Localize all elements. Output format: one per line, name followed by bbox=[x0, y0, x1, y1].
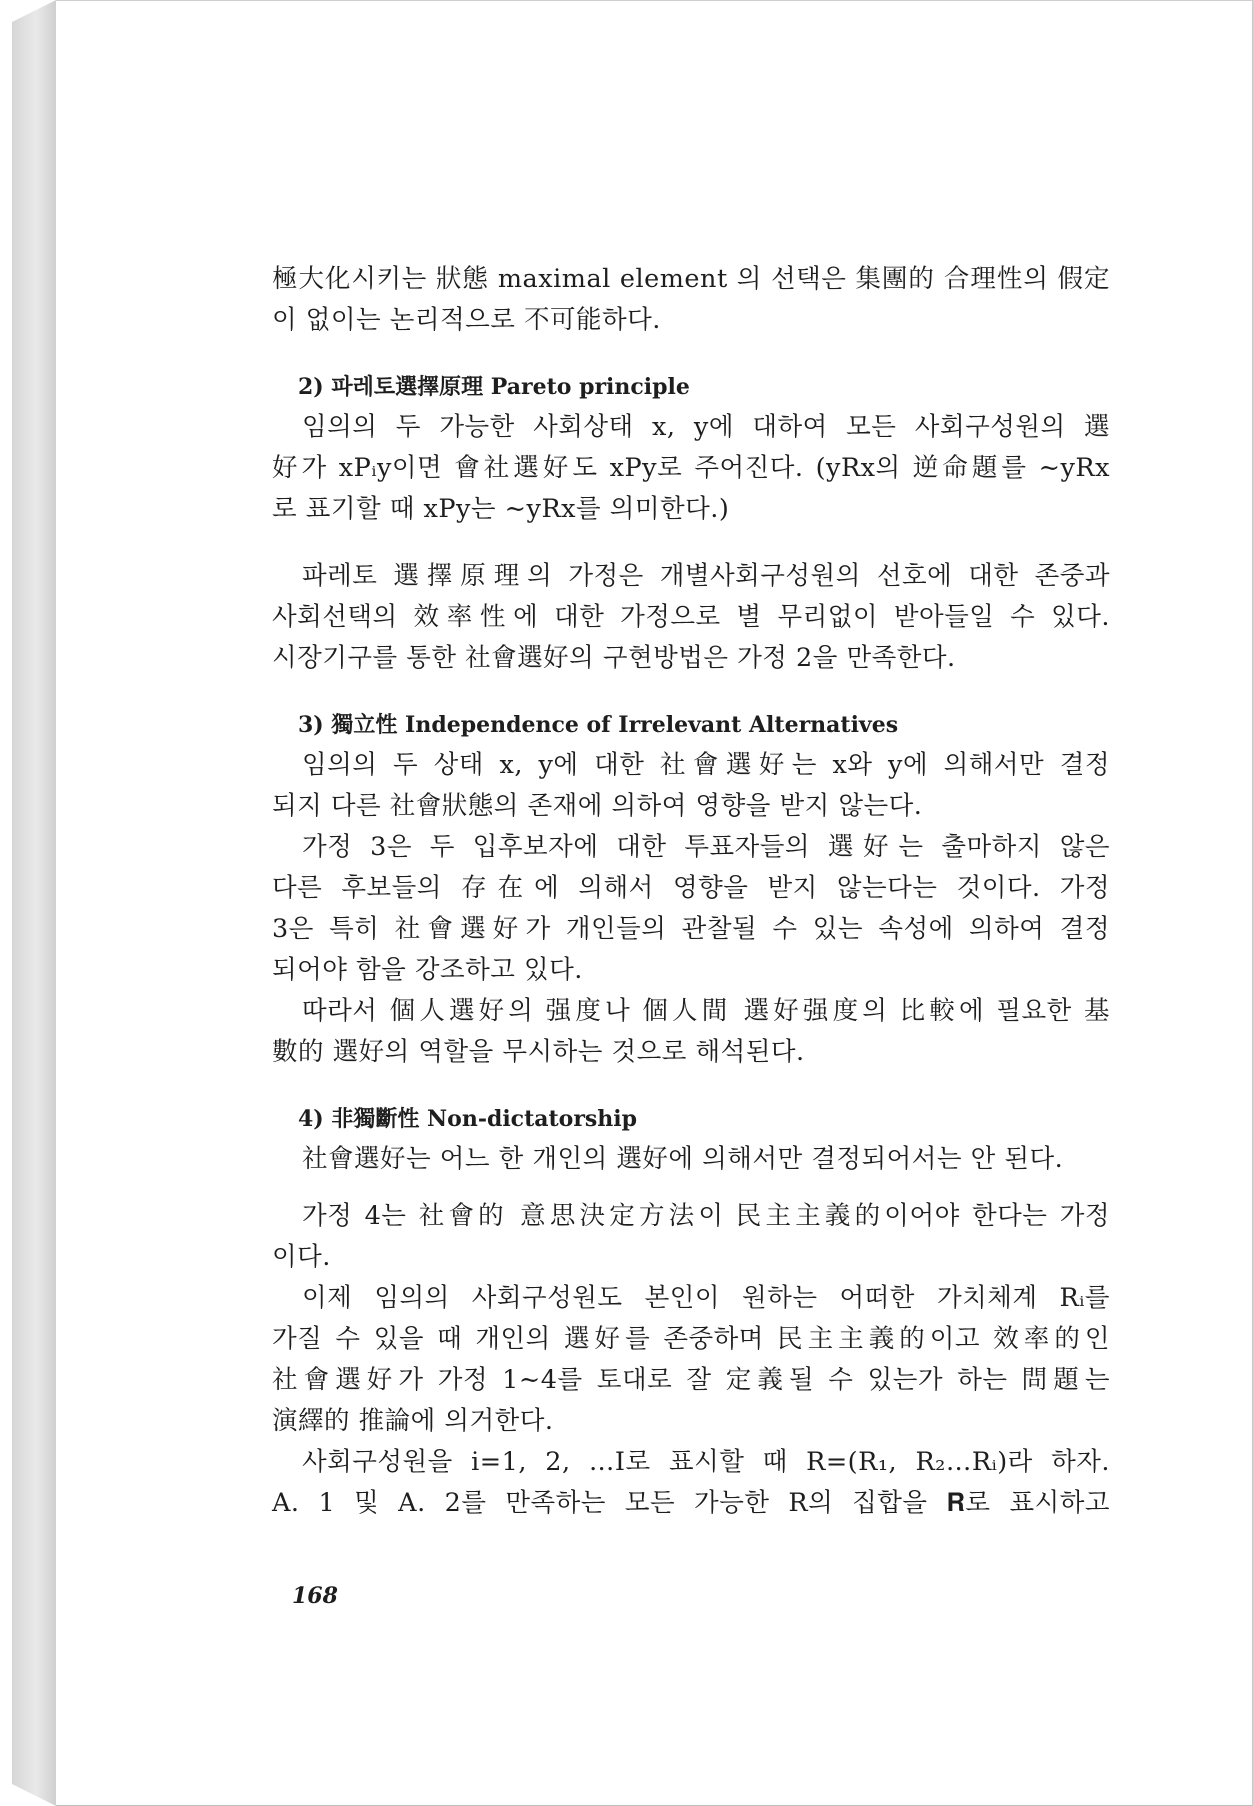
independence-definition-line: 임의의 두 상태 x, y에 대한 社會選好는 x와 y에 의해서만 결정 bbox=[302, 750, 1110, 780]
pareto-explanation-line: 시장기구를 통한 社會選好의 구현방법은 가정 2을 만족한다. bbox=[272, 643, 956, 673]
non-dictatorship-explanation-line: 이다. bbox=[272, 1242, 331, 1272]
independence-definition-line: 되지 다른 社會狀態의 존재에 의하여 영향을 받지 않는다. bbox=[272, 791, 923, 821]
non-dictatorship-explanation-line: 가정 4는 社會的 意思決定方法이 民主主義的이어야 한다는 가정 bbox=[302, 1201, 1110, 1231]
paragraph-line: 演繹的 推論에 의거한다. bbox=[272, 1406, 554, 1436]
intro-line: 極大化시키는 狀態 maximal element 의 선택은 集團的 合理性의 假定 bbox=[272, 264, 1110, 294]
section-heading-independence: 3) 獨立性 Independence of Irrelevant Alternatives bbox=[298, 712, 899, 738]
independence-explanation-line: 다른 후보들의 存在에 의해서 영향을 받지 않는다는 것이다. 가정 bbox=[272, 873, 1110, 903]
pareto-explanation-line: 사회선택의 效率性에 대한 가정으로 별 무리없이 받아들일 수 있다. bbox=[272, 602, 1110, 632]
section-heading-pareto: 2) 파레토選擇原理 Pareto principle bbox=[298, 374, 690, 400]
page-number: 168 bbox=[292, 1583, 338, 1609]
independence-explanation-line: 數的 選好의 역할을 무시하는 것으로 해석된다. bbox=[272, 1037, 805, 1067]
page-text bbox=[272, 259, 1110, 1524]
independence-explanation-line: 3은 특히 社會選好가 개인들의 관찰될 수 있는 속성에 의하여 결정 bbox=[272, 914, 1110, 944]
pareto-explanation-line: 파레토 選擇原理의 가정은 개별사회구성원의 선호에 대한 존중과 bbox=[302, 561, 1110, 591]
independence-explanation-line: 따라서 個人選好의 强度나 個人間 選好强度의 比較에 필요한 基 bbox=[302, 996, 1110, 1026]
independence-explanation-line: 가정 3은 두 입후보자에 대한 투표자들의 選好는 출마하지 않은 bbox=[302, 832, 1110, 862]
non-dictatorship-definition-line: 社會選好는 어느 한 개인의 選好에 의해서만 결정되어서는 안 된다. bbox=[302, 1144, 1064, 1174]
pareto-definition-line: 로 표기할 때 xPy는 ∼yRx를 의미한다.) bbox=[272, 494, 730, 524]
independence-explanation-line: 되어야 함을 강조하고 있다. bbox=[272, 955, 583, 985]
book-cover-edge bbox=[12, 0, 56, 1806]
paragraph-line: A. 1 및 A. 2를 만족하는 모든 가능한 R의 집합을 𝐑로 표시하고 bbox=[272, 1488, 1110, 1518]
pareto-definition-line: 임의의 두 가능한 사회상태 x, y에 대하여 모든 사회구성원의 選 bbox=[302, 412, 1110, 442]
paragraph-line: 사회구성원을 i=1, 2, …I로 표시할 때 R=(R₁, R₂…Rᵢ)라 하자. bbox=[302, 1447, 1110, 1477]
section-heading-non-dictatorship: 4) 非獨斷性 Non-dictatorship bbox=[298, 1106, 638, 1132]
intro-line: 이 없이는 논리적으로 不可能하다. bbox=[272, 305, 661, 335]
book-page bbox=[56, 0, 1253, 1806]
paragraph-line: 가질 수 있을 때 개인의 選好를 존중하며 民主主義的이고 效率的인 bbox=[272, 1324, 1110, 1354]
pareto-definition-line: 好가 xPᵢy이면 會社選好도 xPy로 주어진다. (yRx의 逆命題를 ∼yRx bbox=[272, 453, 1110, 483]
paragraph-line: 社會選好가 가정 1∼4를 토대로 잘 定義될 수 있는가 하는 問題는 bbox=[272, 1365, 1110, 1395]
paragraph-line: 이제 임의의 사회구성원도 본인이 원하는 어떠한 가치체계 Rᵢ를 bbox=[302, 1283, 1110, 1313]
